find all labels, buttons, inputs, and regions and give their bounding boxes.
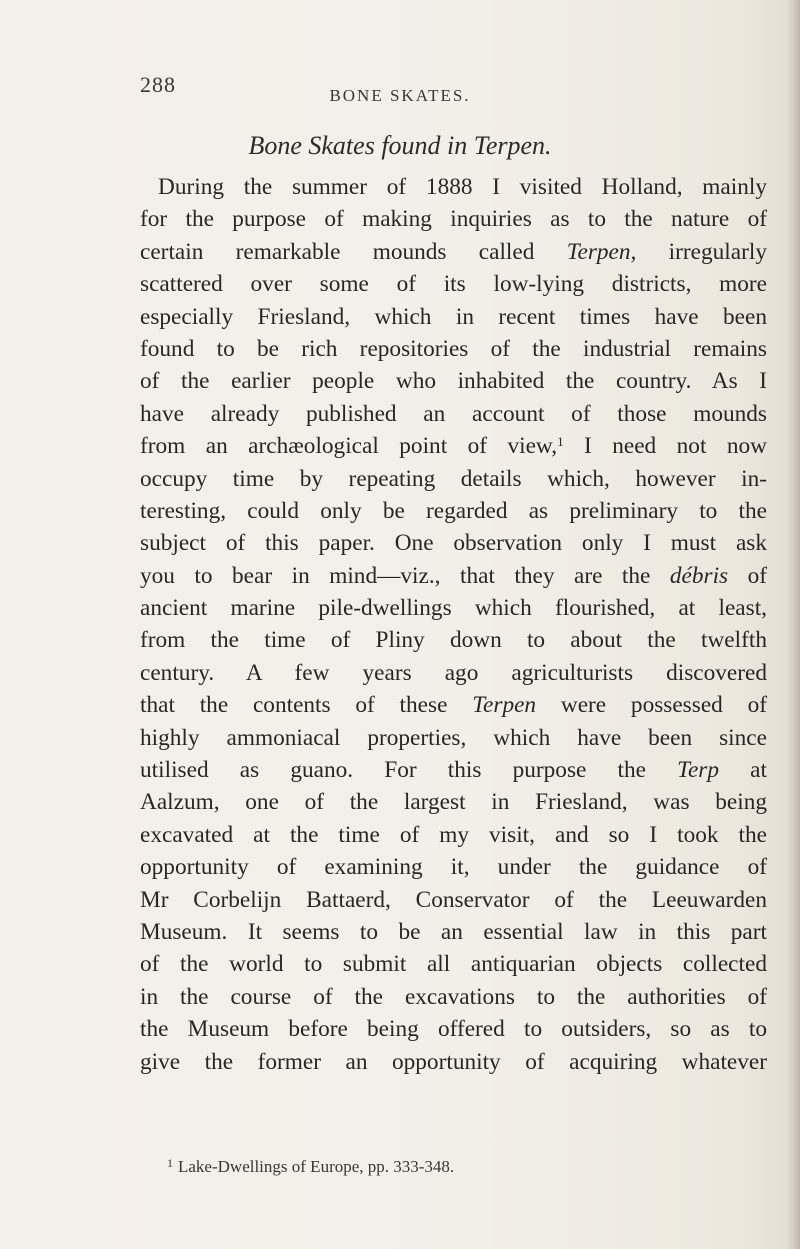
text-line: for the purpose of making inquiries as to the nature of	[140, 206, 767, 233]
text-line: give the former an opportunity of acquiring whatever	[140, 1048, 767, 1075]
footnote	[167, 1157, 454, 1177]
body-paragraph	[140, 171, 767, 1078]
text-line: Aalzum, one of the largest in Friesland, was being	[140, 789, 767, 816]
footnote-marker: 1	[557, 434, 564, 450]
section-title: Bone Skates found in Terpen.	[248, 131, 552, 160]
text-line: During the summer of 1888 I visited Holland, mainly	[158, 174, 767, 200]
footnote-marker: 1	[167, 1156, 173, 1170]
text-line: that the contents of these Terpen were possessed of	[140, 692, 767, 719]
text-line: century. A few years ago agriculturists discovered	[140, 659, 767, 686]
text-line: found to be rich repositories of the industrial remains	[140, 335, 767, 362]
text-line: certain remarkable mounds called Terpen, irregularly	[140, 238, 767, 265]
italic-term: Terpen,	[566, 238, 637, 265]
text-line: highly ammoniacal properties, which have been since	[140, 724, 767, 751]
text-line: of the earlier people who inhabited the country. As I	[140, 368, 767, 395]
page-number: 288	[140, 72, 176, 97]
text-line: from an archæological point of view,$^1$ I need not now	[140, 433, 767, 460]
text-line: teresting, could only be regarded as preliminary to the	[140, 497, 767, 524]
running-head: BONE SKATES.	[329, 86, 471, 105]
text-line: especially Friesland, which in recent times have been	[140, 303, 767, 330]
text-line: subject of this paper. One observation only I must ask	[140, 530, 767, 557]
text-line: you to bear in mind—viz., that they are the débris of	[140, 562, 767, 589]
text-line: in the course of the excavations to the authorities of	[140, 983, 767, 1010]
italic-term: Terpen	[472, 692, 537, 719]
text-line: the Museum before being offered to outsiders, so as to	[140, 1016, 767, 1043]
italic-term: débris	[669, 562, 729, 589]
text-line: occupy time by repeating details which, however in-	[140, 465, 767, 492]
text-line: Mr Corbelijn Battaerd, Conservator of the Leeuwarden	[140, 886, 767, 913]
text-line: ancient marine pile-dwellings which flourished, at least,	[140, 595, 767, 622]
text-line: excavated at the time of my visit, and so I took the	[140, 821, 767, 848]
text-line: of the world to submit all antiquarian objects collected	[140, 951, 767, 978]
text-line: Museum. It seems to be an essential law in this part	[140, 918, 767, 945]
footnote-text: Lake-Dwellings of Europe, pp. 333-348.	[178, 1157, 455, 1176]
page-edge-shadow	[786, 0, 800, 1249]
text-line: from the time of Pliny down to about the twelfth	[140, 627, 767, 654]
text-line: utilised as guano. For this purpose the Terp at	[140, 757, 767, 784]
text-line: scattered over some of its low-lying districts, more	[140, 271, 767, 298]
text-line: have already published an account of those mounds	[140, 400, 767, 427]
italic-term: Terp	[677, 757, 720, 784]
text-line: opportunity of examining it, under the guidance of	[140, 854, 767, 881]
